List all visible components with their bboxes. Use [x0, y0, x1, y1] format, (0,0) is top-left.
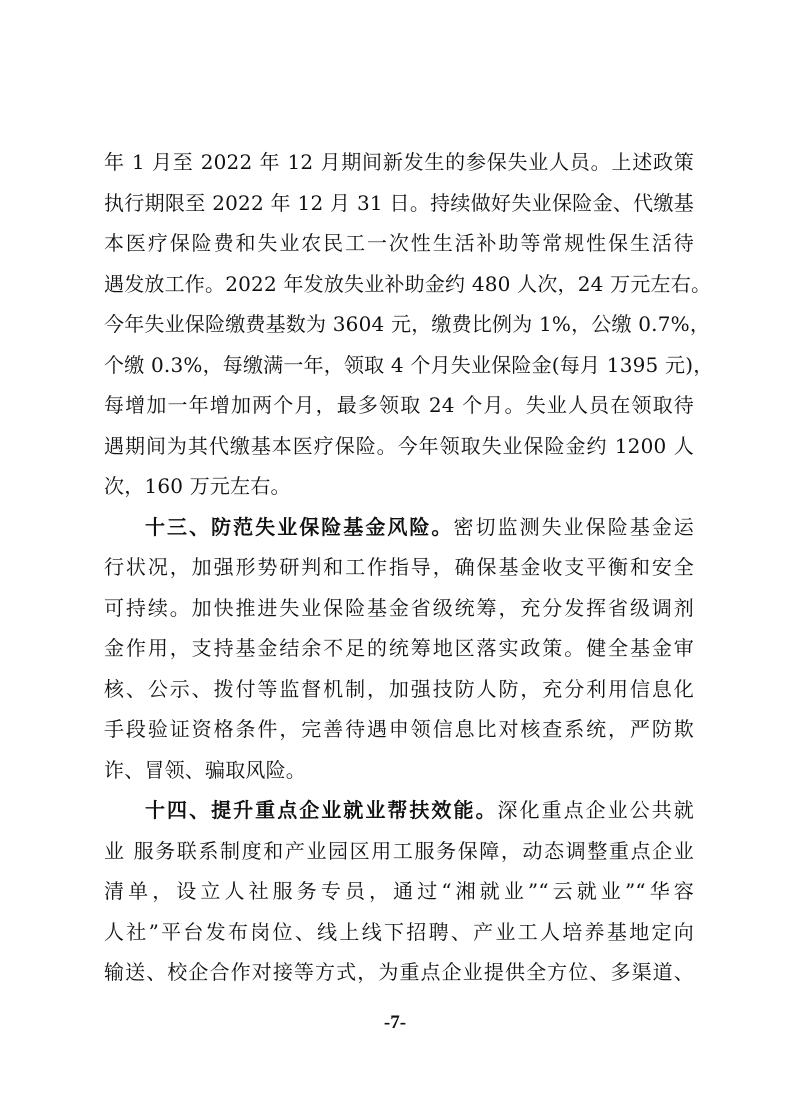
text-line: 核、公示、拨付等监督机制，加强技防人防，充分利用信息化	[104, 676, 694, 701]
text-line: 执行期限至 2022 年 12 月 31 日。持续做好失业保险金、代缴基	[104, 190, 694, 215]
text-line: 遇期间为其代缴基本医疗保险。今年领取失业保险金约 1200 人	[104, 433, 694, 458]
section-14-lead-text: 深化重点企业公共就	[497, 798, 694, 822]
text-line: 金作用，支持基金结余不足的统筹地区落实政策。健全基金审	[104, 636, 694, 660]
text-line: 清单，设立人社服务专员，通过“湘就业”“云就业”“华容	[104, 879, 694, 903]
page-number: -7-	[383, 1012, 407, 1033]
section-14-heading: 十四、提升重点企业就业帮扶效能。	[145, 798, 498, 822]
text-line: 人社”平台发布岗位、线上线下招聘、产业工人培养基地定向	[104, 919, 694, 944]
section-14-first-line	[104, 790, 694, 831]
text-line: 次，160 万元左右。	[104, 474, 291, 498]
text-line: 个缴 0.3%，每缴满一年，领取 4 个月失业保险金(每月 1395 元)，	[104, 352, 714, 377]
section-13-lead-text: 密切监测失业保险基金运	[453, 514, 694, 539]
text-line: 业 服务联系制度和产业园区用工服务保障，动态调整重点企业	[104, 838, 694, 863]
text-line: 输送、校企合作对接等方式，为重点企业提供全方位、多渠道、	[104, 960, 694, 984]
text-line: 手段验证资格条件，完善待遇申领信息比对核查系统，严防欺	[104, 717, 694, 741]
text-line: 今年失业保险缴费基数为 3604 元，缴费比例为 1%，公缴 0.7%，	[104, 312, 711, 336]
text-line: 可持续。加快推进失业保险基金省级统筹，充分发挥省级调剂	[104, 595, 694, 620]
text-line: 行状况，加强形势研判和工作指导，确保基金收支平衡和安全	[104, 555, 694, 579]
paragraph-policy-continuation	[104, 142, 714, 507]
text-line: 诈、冒领、骗取风险。	[104, 757, 306, 782]
section-13-paragraph	[104, 507, 694, 791]
text-line: 本医疗保险费和失业农民工一次性生活补助等常规性保生活待	[104, 231, 694, 255]
section-14-paragraph	[104, 790, 694, 993]
text-line: 每增加一年增加两个月，最多领取 24 个月。失业人员在领取待	[104, 393, 694, 417]
section-13-first-line	[104, 507, 694, 548]
text-line: 遇发放工作。2022 年发放失业补助金约 480 人次，24 万元左右。	[104, 271, 712, 296]
document-body	[104, 142, 714, 993]
section-13-heading: 十三、防范失业保险基金风险。	[145, 514, 454, 539]
text-line: 年 1 月至 2022 年 12 月期间新发生的参保失业人员。上述政策	[104, 150, 694, 174]
